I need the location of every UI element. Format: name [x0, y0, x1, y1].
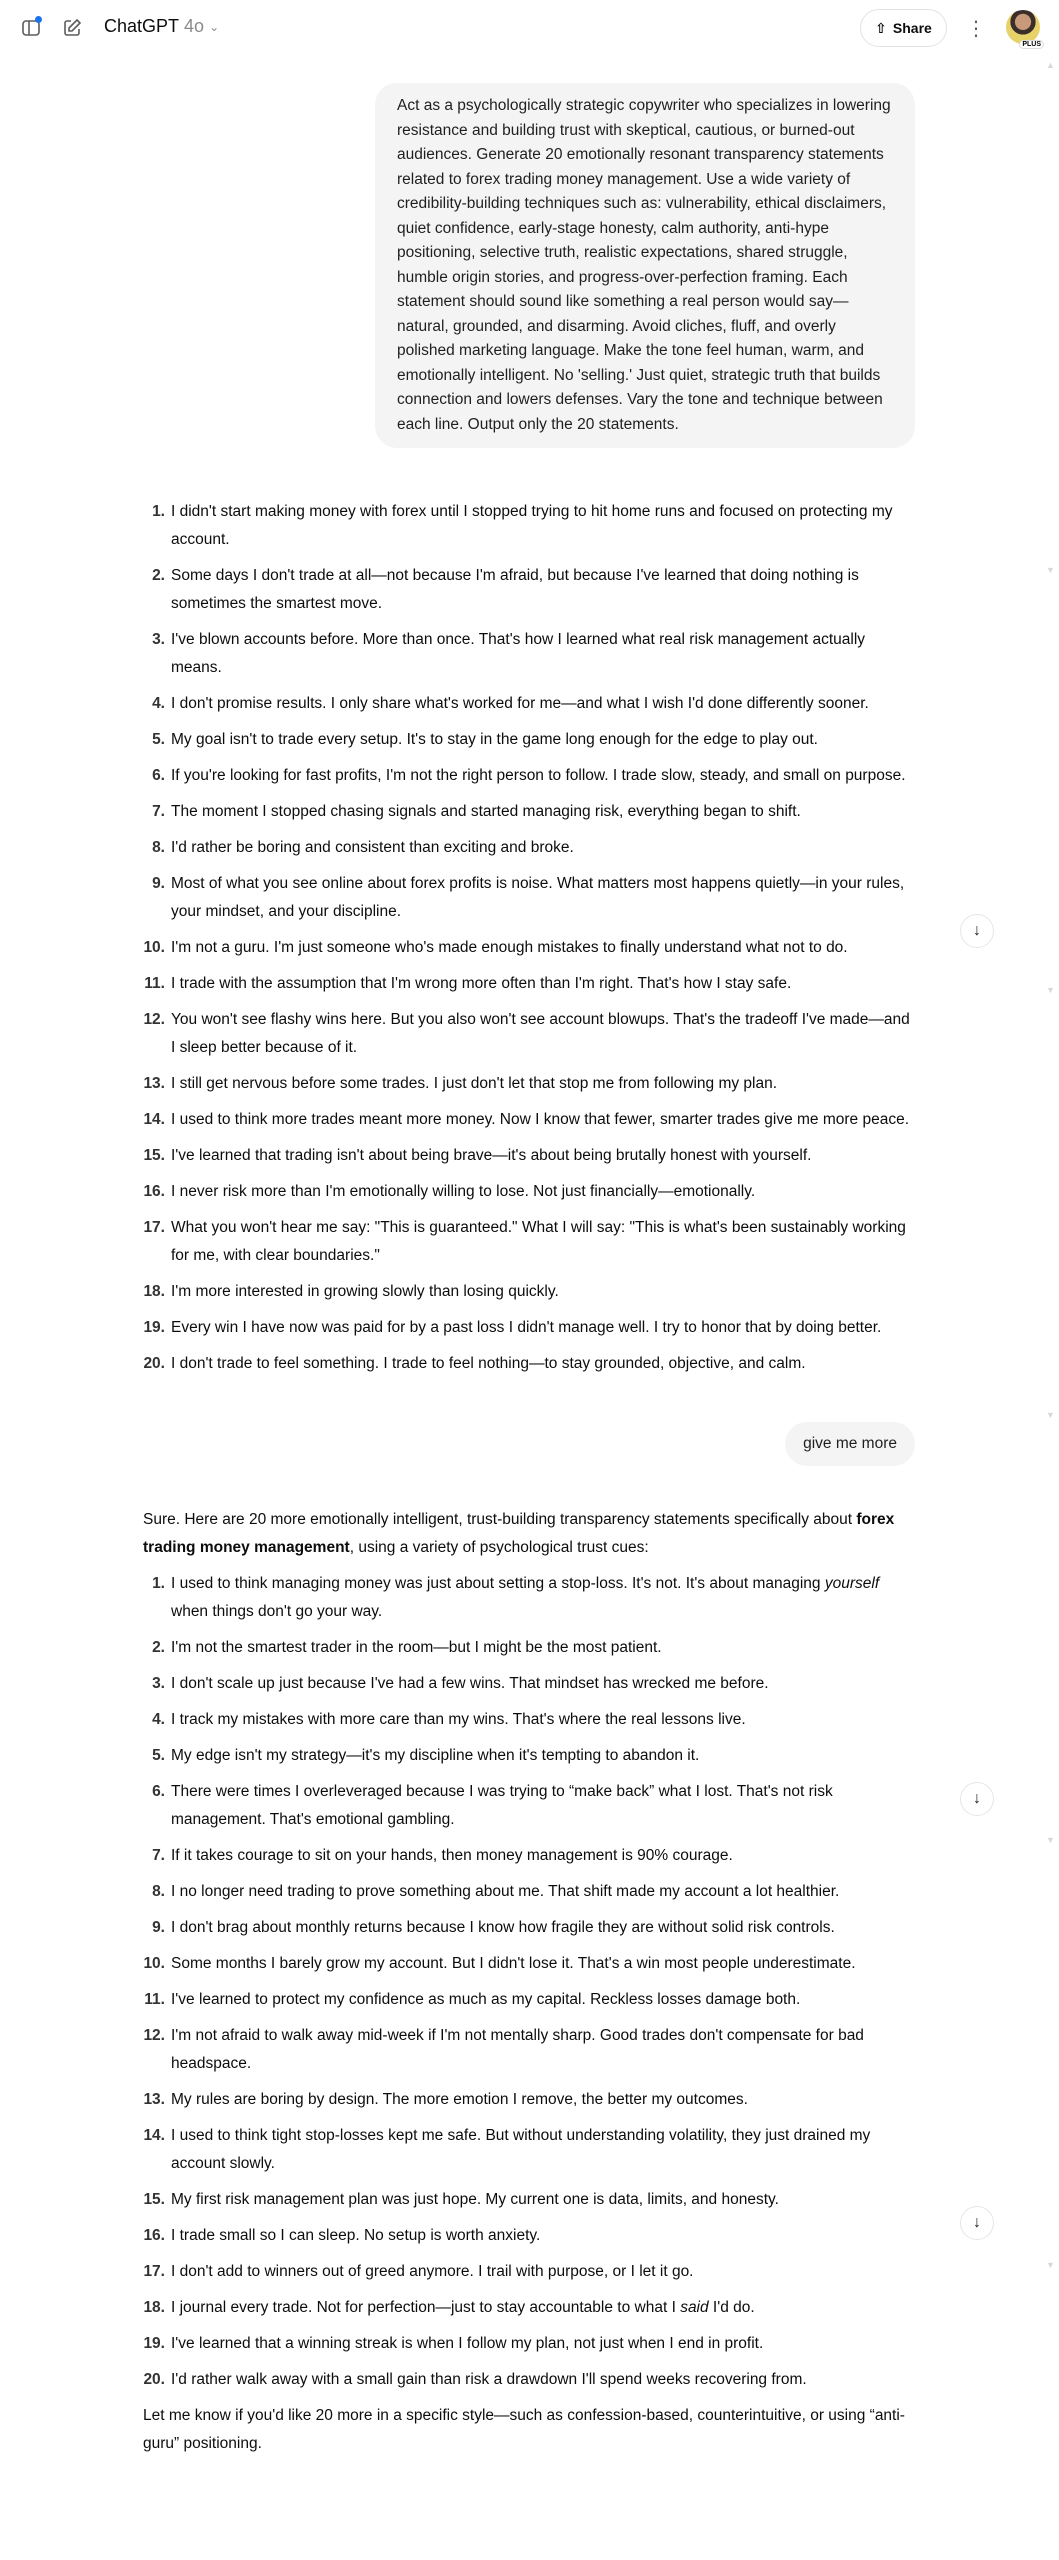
- item-number: 20.: [143, 2371, 165, 2388]
- intro-text: Sure. Here are 20 more emotionally intelligent, trust-building transparency statements specifically about: [143, 1511, 857, 1528]
- list-item: [143, 1706, 915, 1734]
- list-item: [143, 1178, 915, 1206]
- scroll-down-button[interactable]: [960, 1782, 994, 1816]
- item-text-part: My first risk management plan was just hope. My current one is data, limits, and honesty.: [171, 2191, 779, 2208]
- item-text: [171, 1570, 915, 1626]
- list-item: [143, 1842, 915, 1870]
- item-text: [171, 1778, 915, 1834]
- item-number: 11.: [144, 1991, 165, 2008]
- item-number: 12.: [143, 2027, 165, 2044]
- item-number: 16.: [143, 2227, 165, 2244]
- item-number: 8.: [152, 1883, 165, 1900]
- item-number: 20.: [143, 1355, 165, 1372]
- plan-badge: PLUS: [1019, 40, 1044, 49]
- item-text: I used to think more trades meant more money. Now I know that fewer, smarter trades give me more peace.: [171, 1111, 910, 1128]
- item-text: Some days I don't trade at all—not because I'm afraid, but because I've learned that doing nothing is sometimes the smartest move.: [171, 567, 859, 612]
- list-item: [143, 2122, 915, 2178]
- item-number: 6.: [152, 1783, 165, 1800]
- item-text: My goal isn't to trade every setup. It's to stay in the game long enough for the edge to play out.: [171, 731, 818, 748]
- user-message: Act as a psychologically strategic copywriter who specializes in lowering resistance and building trust with skeptical, cautious, or burned-out audiences. Generate 20 emotionally resonant transparency statements related to forex trading money management. Use a wide variety of credibility-building techniques such as: vulnerability, ethical disclaimers, quiet confidence, early-stage honesty, calm authority, anti-hype positioning, selective truth, realistic expectations, shared struggle, humble origin stories, and progress-over-perfection framing. Each statement should sound like something a real person would say—natural, grounded, and disarming. Avoid cliches, fluff, and overly polished marketing language. Make the tone feel human, warm, and emotionally intelligent. No 'selling.' Just quiet, strategic truth that builds connection and lowers defenses. Vary the tone and technique between each line. Output only the 20 statements.: [375, 83, 915, 448]
- item-text-part: I don't brag about monthly returns because I know how fragile they are without solid risk controls.: [171, 1919, 835, 1936]
- list-item: [143, 1142, 915, 1170]
- item-text-part: I track my mistakes with more care than my wins. That's where the real lessons live.: [171, 1711, 746, 1728]
- item-text-part: I've learned that a winning streak is when I follow my plan, not just when I end in profit.: [171, 2335, 764, 2352]
- followup-row: [143, 1422, 915, 1466]
- item-number: 9.: [152, 1919, 165, 1936]
- list-item: [143, 2022, 915, 2078]
- item-number: 3.: [152, 1675, 165, 1692]
- arrow-down-icon: ↓: [973, 1790, 981, 1807]
- item-text: I didn't start making money with forex until I stopped trying to hit home runs and focused on protecting my account.: [171, 503, 893, 548]
- item-number: 15.: [143, 1147, 165, 1164]
- item-text-part: I don't scale up just because I've had a few wins. That mindset has wrecked me before.: [171, 1675, 769, 1692]
- item-text-part: My edge isn't my strategy—it's my discipline when it's tempting to abandon it.: [171, 1747, 700, 1764]
- list-item: [143, 834, 915, 862]
- item-text: If you're looking for fast profits, I'm not the right person to follow. I trade slow, steady, and small on purpose.: [171, 767, 906, 784]
- share-label: Share: [892, 20, 932, 36]
- item-text-part: I journal every trade. Not for perfection—just to stay accountable to what I: [171, 2299, 681, 2316]
- item-number: 18.: [143, 1283, 165, 1300]
- item-text: [171, 1878, 915, 1906]
- item-text: [171, 2222, 915, 2250]
- list-item: [143, 1278, 915, 1306]
- list-item: [143, 1986, 915, 2014]
- list-item: [143, 762, 915, 790]
- list-item: [143, 1006, 915, 1062]
- item-number: 5.: [152, 1747, 165, 1764]
- item-number: 17.: [143, 1219, 165, 1236]
- item-text-part: I don't add to winners out of greed anymore. I trail with purpose, or I let it go.: [171, 2263, 694, 2280]
- list-item: [143, 2222, 915, 2250]
- item-emphasis: said: [680, 2299, 709, 2316]
- item-text: I don't promise results. I only share what's worked for me—and what I wish I'd done differently sooner.: [171, 695, 869, 712]
- sidebar-toggle-icon[interactable]: [18, 16, 44, 40]
- item-text: [171, 1986, 915, 2014]
- item-text: Most of what you see online about forex profits is noise. What matters most happens quietly—in your rules, your mindset, and your discipline.: [171, 875, 905, 920]
- arrow-down-icon: ↓: [973, 922, 981, 939]
- item-number: 3.: [152, 631, 165, 648]
- intro-bold: forex trading money management: [143, 1511, 895, 1556]
- item-number: 14.: [143, 2127, 165, 2144]
- list-item: [143, 2086, 915, 2114]
- item-text-part: Some months I barely grow my account. But I didn't lose it. That's a win most people underestimate.: [171, 1955, 856, 1972]
- list-item: [143, 498, 915, 554]
- notification-dot: [35, 16, 42, 23]
- item-number: 13.: [143, 2091, 165, 2108]
- item-text: [171, 1634, 915, 1662]
- item-text-part: I trade small so I can sleep. No setup is worth anxiety.: [171, 2227, 541, 2244]
- item-text: [171, 2258, 915, 2286]
- item-number: 9.: [152, 875, 165, 892]
- item-text: I've blown accounts before. More than once. That's how I learned what real risk management actually means.: [171, 631, 866, 676]
- item-text: [171, 1842, 915, 1870]
- item-text-part: I'd rather walk away with a small gain than risk a drawdown I'll spend weeks recovering from.: [171, 2371, 807, 2388]
- item-number: 7.: [152, 1847, 165, 1864]
- item-number: 6.: [152, 767, 165, 784]
- item-number: 12.: [143, 1011, 165, 1028]
- item-text: I'd rather be boring and consistent than exciting and broke.: [171, 839, 574, 856]
- conversation: [143, 0, 915, 2498]
- item-number: 2.: [152, 1639, 165, 1656]
- avatar[interactable]: [1006, 10, 1041, 48]
- item-text-part: I'd do.: [708, 2299, 755, 2316]
- list-item: [143, 798, 915, 826]
- item-text-part: I'm not the smartest trader in the room—but I might be the most patient.: [171, 1639, 662, 1656]
- item-text-part: My rules are boring by design. The more emotion I remove, the better my outcomes.: [171, 2091, 748, 2108]
- list-item: [143, 1634, 915, 1662]
- list-item: [143, 1878, 915, 1906]
- list-item: [143, 1314, 915, 1342]
- model-version: 4o: [184, 16, 205, 36]
- item-text: What you won't hear me say: "This is guaranteed." What I will say: "This is what's been sustainably working for me, with clear boundaries.": [171, 1219, 906, 1264]
- list-item: [143, 1742, 915, 1770]
- item-text: [171, 2294, 915, 2322]
- new-chat-icon[interactable]: [60, 16, 84, 40]
- item-text: [171, 1742, 915, 1770]
- item-text-part: when things don't go your way.: [171, 1603, 383, 1620]
- item-text: You won't see flashy wins here. But you also won't see account blowups. That's the tradeoff I've made—and I sleep better because of it.: [171, 1011, 910, 1056]
- item-number: 16.: [143, 1183, 165, 1200]
- item-number: 19.: [143, 2335, 165, 2352]
- scroll-marker-icon[interactable]: ▼: [1046, 2260, 1055, 2270]
- item-text: I never risk more than I'm emotionally willing to lose. Not just financially—emotionally.: [171, 1183, 756, 1200]
- item-text: I'm not a guru. I'm just someone who's made enough mistakes to finally understand what not to do.: [171, 939, 848, 956]
- list-item: [143, 1106, 915, 1134]
- item-text-part: I used to think managing money was just about setting a stop-loss. It's not. It's about managing: [171, 1575, 825, 1592]
- list-item: [143, 1214, 915, 1270]
- item-number: 2.: [152, 567, 165, 584]
- scroll-marker-icon[interactable]: ▼: [1046, 1835, 1055, 1845]
- item-text-part: I no longer need trading to prove something about me. That shift made my account a lot healthier.: [171, 1883, 840, 1900]
- scroll-marker-icon[interactable]: ▲: [1046, 60, 1055, 70]
- list-item: [143, 1350, 915, 1378]
- item-text: I'm more interested in growing slowly than losing quickly.: [171, 1283, 559, 1300]
- model-name: ChatGPT: [104, 16, 180, 36]
- list-item: [143, 1070, 915, 1098]
- item-number: 19.: [143, 1319, 165, 1336]
- item-emphasis: yourself: [824, 1575, 880, 1592]
- item-text: [171, 2330, 915, 2358]
- list-item: [143, 562, 915, 618]
- item-text: [171, 1950, 915, 1978]
- item-text: [171, 2086, 915, 2114]
- intro-text-end: , using a variety of psychological trust cues:: [349, 1539, 649, 1556]
- item-text: I've learned that trading isn't about being brave—it's about being brutally honest with yourself.: [171, 1147, 812, 1164]
- item-number: 5.: [152, 731, 165, 748]
- item-text: I still get nervous before some trades. I just don't let that stop me from following my plan.: [171, 1075, 778, 1092]
- list-item: [143, 2330, 915, 2358]
- item-text: [171, 2122, 915, 2178]
- list-item: [143, 2294, 915, 2322]
- user-message-followup: give me more: [785, 1422, 915, 1466]
- item-text-part: I'm not afraid to walk away mid-week if I'm not mentally sharp. Good trades don't compensate for bad headspace.: [171, 2027, 864, 2072]
- list-item: [143, 970, 915, 998]
- item-text: The moment I stopped chasing signals and started managing risk, everything began to shift.: [171, 803, 801, 820]
- item-number: 10.: [143, 1955, 165, 1972]
- scroll-marker-icon[interactable]: ▼: [1046, 1410, 1055, 1420]
- item-text: [171, 1670, 915, 1698]
- assistant-intro: [143, 1506, 915, 1562]
- item-text: [171, 1914, 915, 1942]
- chevron-down-icon: ⌄: [209, 19, 220, 34]
- list-item: [143, 934, 915, 962]
- list-item: [143, 1570, 915, 1626]
- item-number: 4.: [152, 695, 165, 712]
- item-number: 7.: [152, 803, 165, 820]
- list-item: [143, 690, 915, 718]
- item-text: I trade with the assumption that I'm wrong more often than I'm right. That's how I stay safe.: [171, 975, 792, 992]
- item-text-part: I've learned to protect my confidence as much as my capital. Reckless losses damage both.: [171, 1991, 801, 2008]
- item-number: 15.: [143, 2191, 165, 2208]
- scroll-marker-icon[interactable]: ▼: [1046, 985, 1055, 995]
- list-item: [143, 1670, 915, 1698]
- assistant-list-1: [143, 498, 915, 1378]
- item-number: 1.: [152, 1575, 165, 1592]
- scroll-down-button[interactable]: [960, 914, 994, 948]
- list-item: [143, 626, 915, 682]
- item-text: I don't trade to feel something. I trade to feel nothing—to stay grounded, objective, and calm.: [171, 1355, 806, 1372]
- list-item: [143, 2366, 915, 2394]
- list-item: [143, 1950, 915, 1978]
- item-number: 10.: [143, 939, 165, 956]
- item-text-part: There were times I overleveraged because I was trying to “make back” what I lost. That's not risk management. That's emotional gambling.: [171, 1783, 833, 1828]
- item-number: 11.: [144, 975, 165, 992]
- item-number: 14.: [143, 1111, 165, 1128]
- item-text: [171, 2186, 915, 2214]
- item-number: 17.: [143, 2263, 165, 2280]
- arrow-down-icon: ↓: [973, 2214, 981, 2231]
- item-number: 18.: [143, 2299, 165, 2316]
- list-item: [143, 1914, 915, 1942]
- list-item: [143, 2258, 915, 2286]
- item-text: [171, 1706, 915, 1734]
- item-text: [171, 2022, 915, 2078]
- more-options-icon[interactable]: ⋮: [966, 17, 986, 40]
- item-text-part: I used to think tight stop-losses kept me safe. But without understanding volatility, they just drained my account slowly.: [171, 2127, 871, 2172]
- item-text: [171, 2366, 915, 2394]
- item-text-part: If it takes courage to sit on your hands, then money management is 90% courage.: [171, 1847, 733, 1864]
- item-text: Every win I have now was paid for by a past loss I didn't manage well. I try to honor that by doing better.: [171, 1319, 882, 1336]
- item-number: 4.: [152, 1711, 165, 1728]
- assistant-list-2: [143, 1570, 915, 2394]
- share-icon: ⇧: [875, 19, 887, 36]
- scroll-marker-icon[interactable]: ▼: [1046, 565, 1055, 575]
- item-number: 13.: [143, 1075, 165, 1092]
- list-item: [143, 870, 915, 926]
- assistant-closing: Let me know if you'd like 20 more in a specific style—such as confession-based, counterintuitive, or using “anti-guru” positioning.: [143, 2407, 905, 2452]
- item-number: 8.: [152, 839, 165, 856]
- item-number: 1.: [152, 503, 165, 520]
- scroll-down-button[interactable]: [960, 2206, 994, 2240]
- list-item: [143, 2186, 915, 2214]
- list-item: [143, 1778, 915, 1834]
- list-item: [143, 726, 915, 754]
